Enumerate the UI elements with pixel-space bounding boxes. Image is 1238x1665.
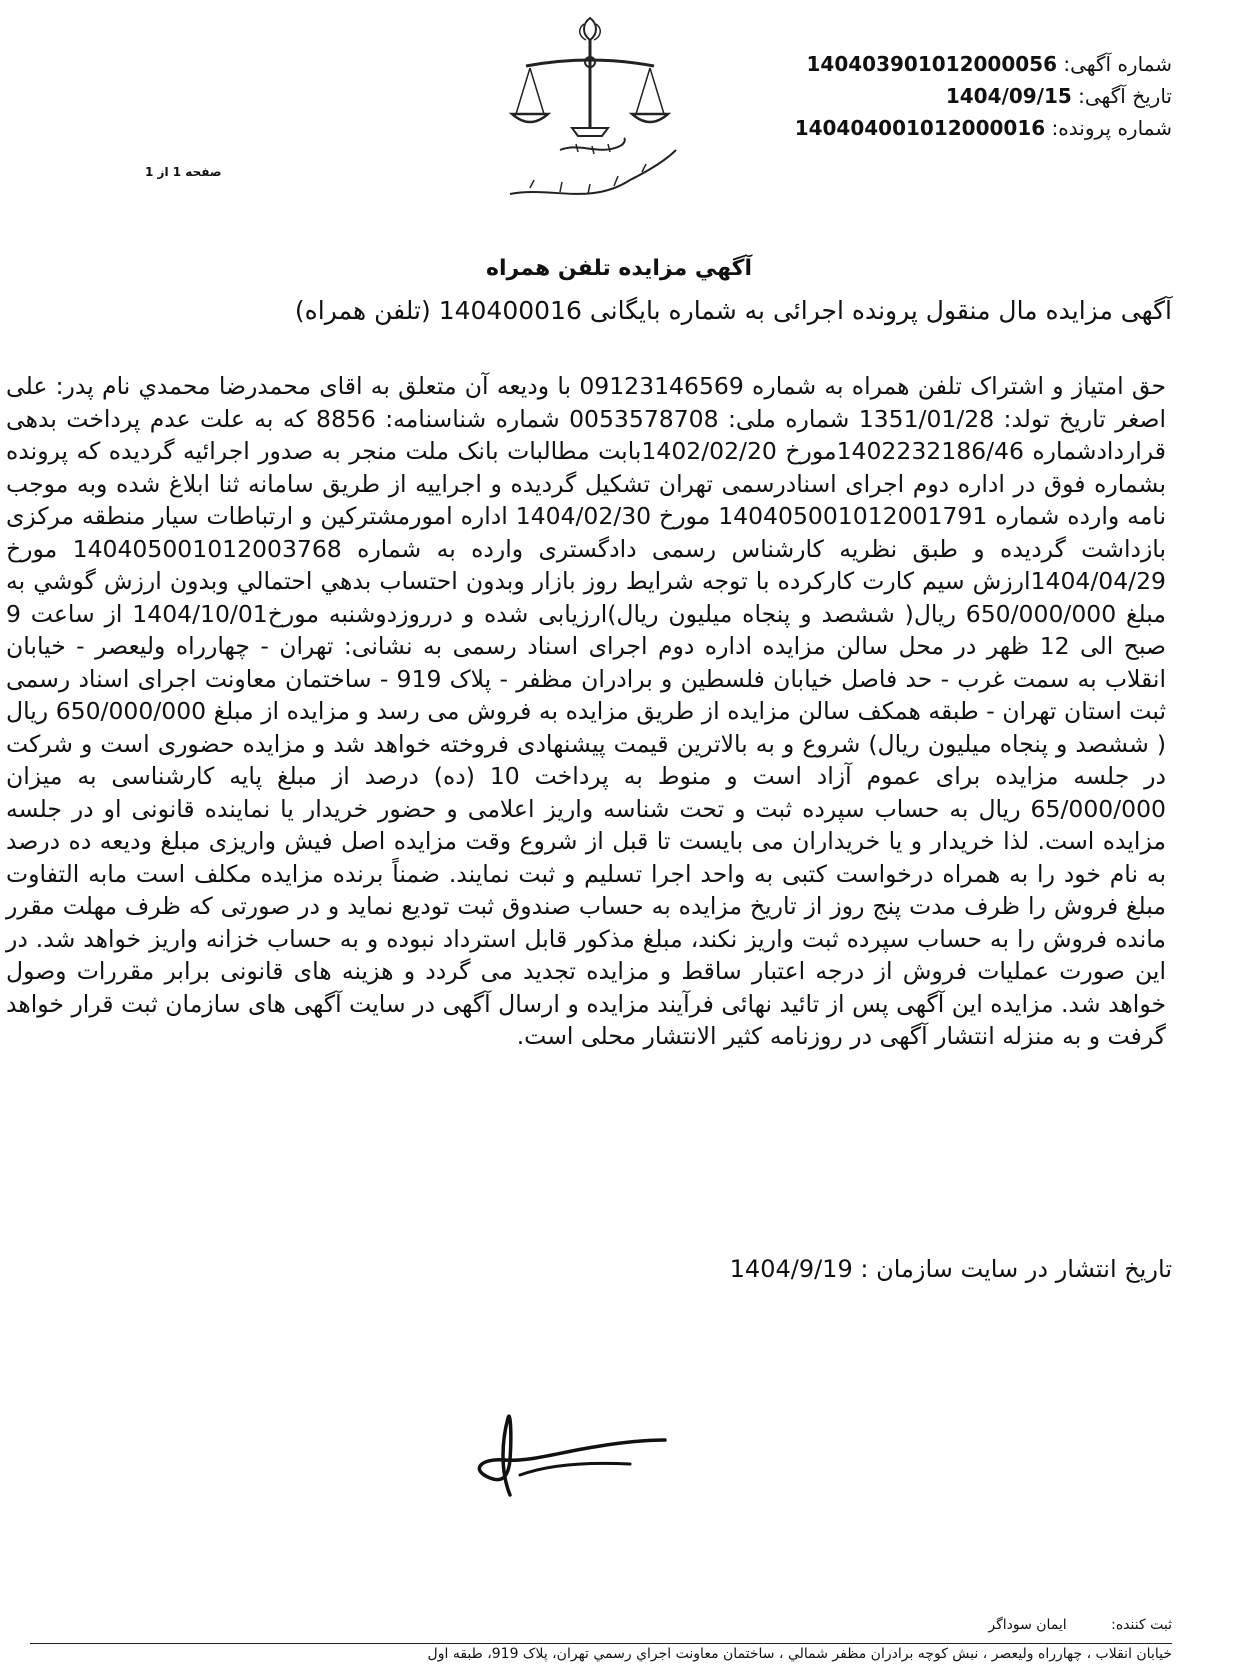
publication-date: [730, 1255, 1172, 1283]
notice-number-row: [795, 48, 1172, 80]
publication-date-value: 1404/9/19: [729, 1255, 853, 1283]
file-number: 140404001012000016: [794, 116, 1046, 140]
registrar-label: ثبت کننده:: [1111, 1617, 1172, 1633]
notice-date: 1404/09/15: [945, 84, 1072, 108]
page-subtitle: آگهی مزایده مال منقول پرونده اجرائی به شماره بایگانی 140400016 (تلفن همراه): [294, 296, 1172, 325]
notice-number-label: شماره آگهی:: [1063, 52, 1172, 76]
publication-date-label: تاریخ انتشار در سایت سازمان :: [860, 1255, 1172, 1283]
notice-header: [795, 48, 1172, 144]
page-title: آگهي مزايده تلفن همراه: [486, 256, 752, 281]
notice-number: 140403901012000056: [806, 52, 1058, 76]
footer-divider: [30, 1643, 1172, 1644]
signature-icon: [450, 1400, 680, 1510]
judiciary-emblem: [490, 10, 690, 210]
file-number-label: شماره پرونده:: [1051, 116, 1172, 140]
notice-date-row: [795, 80, 1172, 112]
scales-of-justice-icon: [490, 10, 690, 210]
registrar-name: ایمان سوداگر: [988, 1617, 1067, 1633]
signature: [450, 1400, 680, 1510]
page-indicator: صفحه 1 از 1: [145, 165, 222, 179]
registrar: [988, 1617, 1172, 1633]
notice-body: حق امتیاز و اشتراک تلفن همراه به شماره 09123146569 با ودیعه آن متعلق به اقای محمدرضا محمدي نام پدر: علی اصغر تاریخ تولد: 1351/01/28 شماره ملی: 0053578708 شماره شناسنامه: 8856 که به علت عدم پرداخت بدهی قراردادشماره 1402232186/46مورخ 1402/02/20بابت مطالبات بانک ملت منجر به صدور اجرائیه گردیده که پرونده بشماره فوق در اداره دوم اجرای اسنادرسمی تهران تشکیل گردیده و اجراییه از طریق سامانه ثنا ابلاغ شده وبه موجب نامه وارده شماره 140405001012001791 مورخ 1404/02/30 اداره امورمشترکین و ارتباطات سیار منطقه مرکزی بازداشت گردیده و طبق نظریه کارشناس رسمی دادگستری وارده به شماره 140405001012003768 مورخ 1404/04/29ارزش سیم کارت کارکرده با توجه شرایط روز بازار وبدون احتساب بدهي احتمالي وبدون ارزش گوشي به مبلغ 650/000/000 ريال( ششصد و پنجاه ميليون ريال)ارزیابی شده و درروزدوشنبه مورخ1404/10/01 از ساعت 9 صبح الی 12 ظهر در محل سالن مزایده اداره دوم اجرای اسناد رسمی به نشانی: تهران - چهارراه ولیعصر - خیابان انقلاب به سمت غرب - حد فاصل خیابان فلسطین و برادران مظفر - پلاک 919 - ساختمان معاونت اجرای اسناد رسمی ثبت استان تهران - طبقه همکف سالن مزایده از طریق مزایده به فروش می رسد و مزایده از مبلغ 650/000/000 ریال ( ششصد و پنجاه میلیون ریال) شروع و به بالاترین قیمت پیشنهادی فروخته خواهد شد و مزایده حضوری است و شرکت در جلسه مزایده برای عموم آزاد است و منوط به پرداخت 10 (ده) درصد از مبلغ پایه کارشناسی به میزان 65/000/000 ریال به حساب سپرده ثبت و تحت شناسه واریز اعلامی و حضور خریدار یا نماینده قانونی او در جلسه مزایده است. لذا خریدار و یا خریداران می بایست تا قبل از شروع وقت مزایده اصل فیش واریزی مبلغ ودیعه ده درصد به نام خود را به همراه درخواست کتبی به واحد اجرا تسلیم و ثبت نمایند. ضمناً برنده مزایده مکلف است مابه التفاوت مبلغ فروش را ظرف مدت پنج روز از تاریخ مزایده به حساب صندوق ثبت تودیع نماید و در صورتی که ظرف مهلت مقرر مانده فروش را به حساب سپرده ثبت واریز نکند، مبلغ مذکور قابل استرداد نبوده و به حساب خزانه واریز خواهد شد. در این صورت عملیات فروش از درجه اعتبار ساقط و مزایده تجدید می گردد و هزینه های قانونی برابر مقررات وصول خواهد شد. مزایده این آگهی پس از تائید نهائی فرآیند مزایده و ارسال آگهی در سایت آگهی های سازمان ثبت قرار خواهد گرفت و به منزله انتشار آگهی در روزنامه کثیر الانتشار محلی است.: [6, 372, 1167, 1050]
footer-address: خيابان انقلاب ، چهارراه وليعصر ، نبش کوچه برادران مظفر شمالي ، ساختمان معاونت اجراي رسمي تهران، پلاک 919، طبقه اول: [427, 1646, 1172, 1662]
file-number-row: [795, 112, 1172, 144]
notice-date-label: تاریخ آگهی:: [1078, 84, 1172, 108]
